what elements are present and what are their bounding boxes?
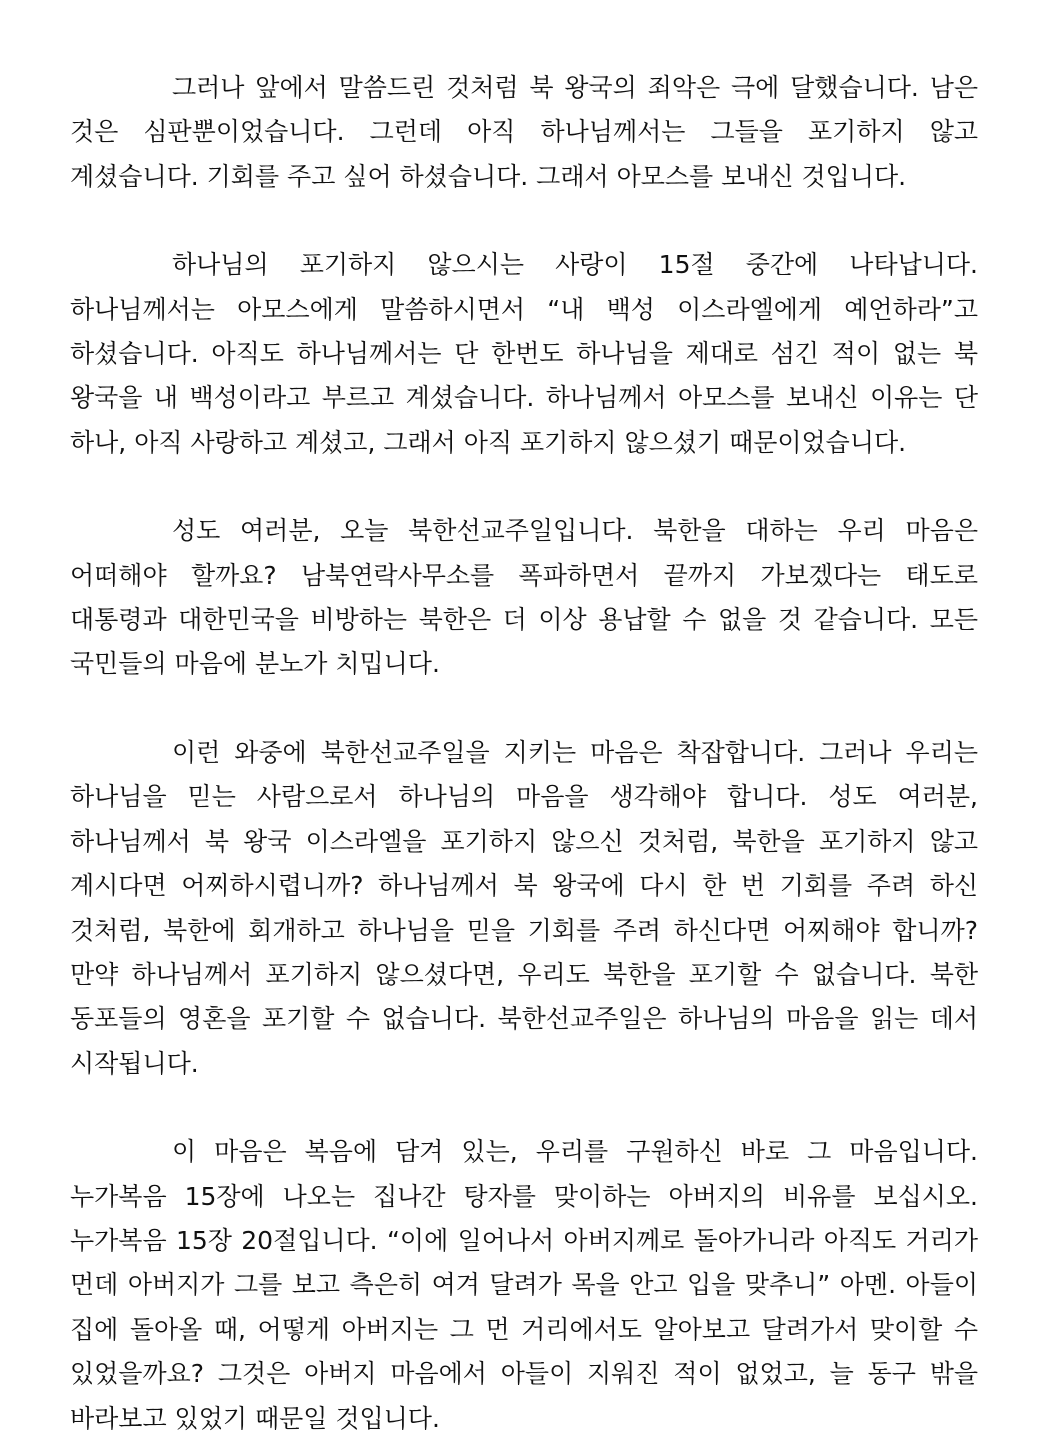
paragraph-2: 하나님의 포기하지 않으시는 사랑이 15절 중간에 나타납니다. 하나님께서는 아모스에게 말씀하시면서 “내 백성 이스라엘에게 예언하라”고 하셨습니다. 아직도 하나님께서는 단 한번도 하나님을 제대로 섬긴 적이 없는 북 왕국을 내 백성이라고 부르고 계셨습니다. 하나님께서 아모스를 보내신 이유는 단 하나, 아직 사랑하고 계셨고, 그래서 아직 포기하지 않으셨기 때문이었습니다. — [70, 250, 978, 457]
paragraph-5: 이 마음은 복음에 담겨 있는, 우리를 구원하신 바로 그 마음입니다. 누가복음 15장에 나오는 집나간 탕자를 맞이하는 아버지의 비유를 보십시오. 누가복음 15장 20절입니다. “이에 일어나서 아버지께로 돌아가니라 아직도 거리가 먼데 아버지가 그를 보고 측은히 여겨 달려가 목을 안고 입을 맞추니” 아멘. 아들이 집에 돌아올 때, 어떻게 아버지는 그 먼 거리에서도 알아보고 달려가서 맞이할 수 있었을까요? 그것은 아버지 마음에서 아들이 지워진 적이 없었고, 늘 동구 밖을 바라보고 있었기 때문일 것입니다. — [70, 1137, 978, 1433]
document-page — [70, 66, 978, 1441]
paragraph-3: 성도 여러분, 오늘 북한선교주일입니다. 북한을 대하는 우리 마음은 어떠해야 할까요? 남북연락사무소를 폭파하면서 끝까지 가보겠다는 태도로 대통령과 대한민국을 비방하는 북한은 더 이상 용납할 수 없을 것 같습니다. 모든 국민들의 마음에 분노가 치밉니다. — [70, 516, 978, 679]
paragraph-1: 그러나 앞에서 말씀드린 것처럼 북 왕국의 죄악은 극에 달했습니다. 남은 것은 심판뿐이었습니다. 그런데 아직 하나님께서는 그들을 포기하지 않고 계셨습니다. 기회를 주고 싶어 하셨습니다. 그래서 아모스를 보내신 것입니다. — [70, 73, 978, 191]
paragraph-4: 이런 와중에 북한선교주일을 지키는 마음은 착잡합니다. 그러나 우리는 하나님을 믿는 사람으로서 하나님의 마음을 생각해야 합니다. 성도 여러분, 하나님께서 북 왕국 이스라엘을 포기하지 않으신 것처럼, 북한을 포기하지 않고 계시다면 어찌하시렵니까? 하나님께서 북 왕국에 다시 한 번 기회를 주려 하신 것처럼, 북한에 회개하고 하나님을 믿을 기회를 주려 하신다면 어찌해야 합니까? 만약 하나님께서 포기하지 않으셨다면, 우리도 북한을 포기할 수 없습니다. 북한 동포들의 영혼을 포기할 수 없습니다. 북한선교주일은 하나님의 마음을 읽는 데서 시작됩니다. — [70, 737, 978, 1078]
